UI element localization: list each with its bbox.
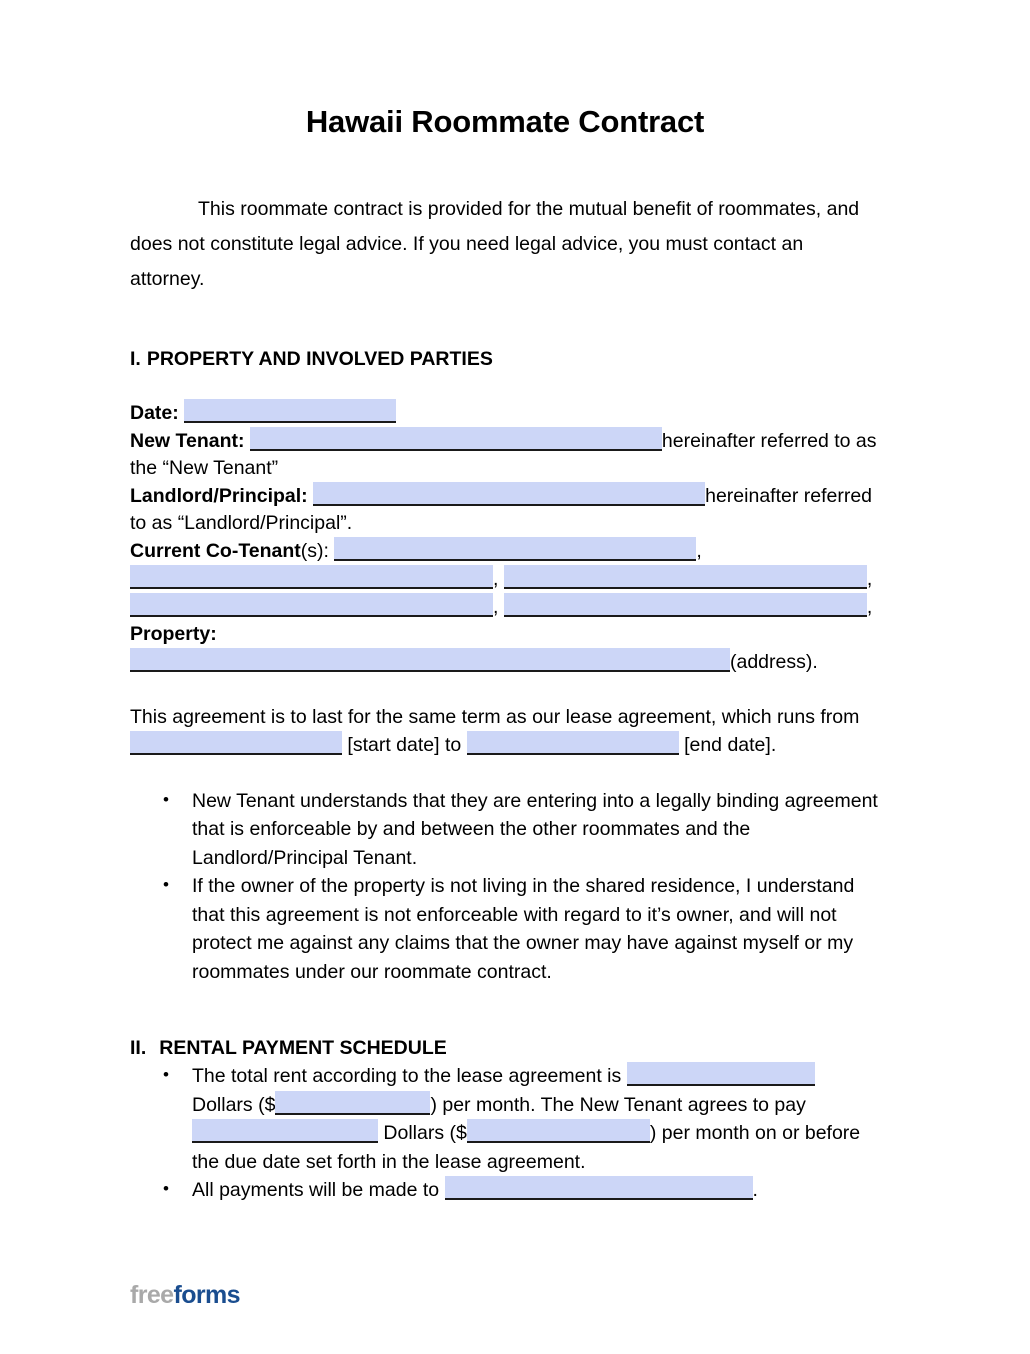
end-date-input[interactable]	[467, 731, 679, 755]
property-field-row	[130, 621, 880, 676]
section-one-heading	[130, 297, 880, 373]
tenant-share-words-input[interactable]	[192, 1119, 378, 1143]
section-one-title: PROPERTY AND INVOLVED PARTIES	[146, 347, 493, 370]
new-tenant-trailing-text: hereinafter referred to as the “New Tenant”	[130, 429, 877, 479]
list-item	[130, 1176, 880, 1205]
property-address-input[interactable]	[130, 648, 730, 672]
intro-paragraph: This roommate contract is provided for the mutual benefit of roommates, and does not constitute legal advice. If you need legal advice, you must contact an attorney.	[130, 197, 860, 290]
co-tenant-input-3[interactable]	[504, 565, 867, 589]
payments-period: .	[752, 1179, 758, 1202]
bullet-text: If the owner of the property is not living in the shared residence, I understand that this agreement is not enforceable with regard to it’s owner, and will not protect me against any claims that the owner may have against myself or my roommates under our roommate contract.	[192, 875, 855, 983]
landlord-trailing-text: hereinafter referred to as “Landlord/Principal”.	[130, 484, 873, 534]
total-rent-text-1: The total rent according to the lease agreement is	[192, 1065, 622, 1088]
section-two-title: RENTAL PAYMENT SCHEDULE	[159, 1037, 447, 1060]
co-tenant-field-row	[130, 537, 880, 621]
payments-made-to-text: All payments will be made to	[192, 1179, 440, 1202]
co-tenant-comma-1: ,	[696, 539, 702, 562]
section-two-number: II.	[130, 1037, 147, 1060]
co-tenant-comma-5: ,	[866, 595, 873, 618]
property-label: Property:	[130, 622, 217, 645]
total-rent-text-2: Dollars ($	[192, 1093, 276, 1116]
co-tenant-input-4[interactable]	[130, 593, 493, 617]
section-one-number: I.	[130, 347, 141, 370]
landlord-field-row	[130, 482, 880, 537]
total-rent-text-4: Dollars ($	[383, 1122, 467, 1145]
bullet-text: New Tenant understands that they are entering into a legally binding agreement that is enforceable by and between the other roommates and the Landlord/Principal Tenant.	[192, 789, 878, 869]
total-rent-text-3: ) per month. The New Tenant agrees to pay	[430, 1093, 806, 1116]
new-tenant-field-row	[130, 427, 880, 482]
list-item	[130, 872, 880, 986]
co-tenant-comma-4: ,	[493, 595, 499, 618]
co-tenant-comma-2: ,	[493, 567, 499, 590]
start-date-input[interactable]	[130, 731, 342, 755]
co-tenant-label: Current Co-Tenant	[130, 539, 301, 562]
logo-text-forms: forms	[173, 1281, 240, 1309]
new-tenant-input[interactable]	[250, 427, 662, 451]
section-two-bullet-list	[130, 1062, 880, 1205]
total-rent-text-5: ) per month on or before the due date set forth in the lease agreement.	[192, 1122, 861, 1173]
lease-term-paragraph	[130, 676, 880, 759]
logo-text-free: free	[130, 1281, 174, 1309]
co-tenant-input-2[interactable]	[130, 565, 493, 589]
document-body	[130, 0, 880, 1205]
date-label: Date:	[130, 401, 179, 424]
total-rent-words-input[interactable]	[627, 1062, 815, 1086]
section-one-bullet-list	[130, 759, 880, 987]
landlord-label: Landlord/Principal:	[130, 484, 308, 507]
start-date-note: [start date] to	[347, 733, 462, 756]
new-tenant-label: New Tenant:	[130, 429, 245, 452]
payments-made-to-input[interactable]	[445, 1176, 753, 1200]
date-field-row	[130, 399, 880, 427]
list-item	[130, 787, 880, 873]
freeforms-logo[interactable]	[130, 1283, 240, 1308]
tenant-share-amount-input[interactable]	[467, 1119, 650, 1143]
end-date-note: [end date].	[684, 733, 777, 756]
section-two-heading	[130, 986, 880, 1062]
address-note: (address).	[730, 650, 818, 673]
total-rent-amount-input[interactable]	[275, 1091, 430, 1115]
co-tenant-label-suffix: (s):	[300, 539, 329, 562]
co-tenant-input-1[interactable]	[334, 537, 696, 561]
co-tenant-input-5[interactable]	[504, 593, 867, 617]
page-title: Hawaii Roommate Contract	[305, 104, 705, 139]
date-input[interactable]	[184, 399, 396, 423]
involved-parties-fields	[130, 373, 880, 676]
landlord-input[interactable]	[313, 482, 705, 506]
lease-term-text: This agreement is to last for the same term as our lease agreement, which runs from	[130, 705, 860, 728]
co-tenant-comma-3: ,	[866, 567, 873, 590]
list-item	[130, 1062, 880, 1176]
